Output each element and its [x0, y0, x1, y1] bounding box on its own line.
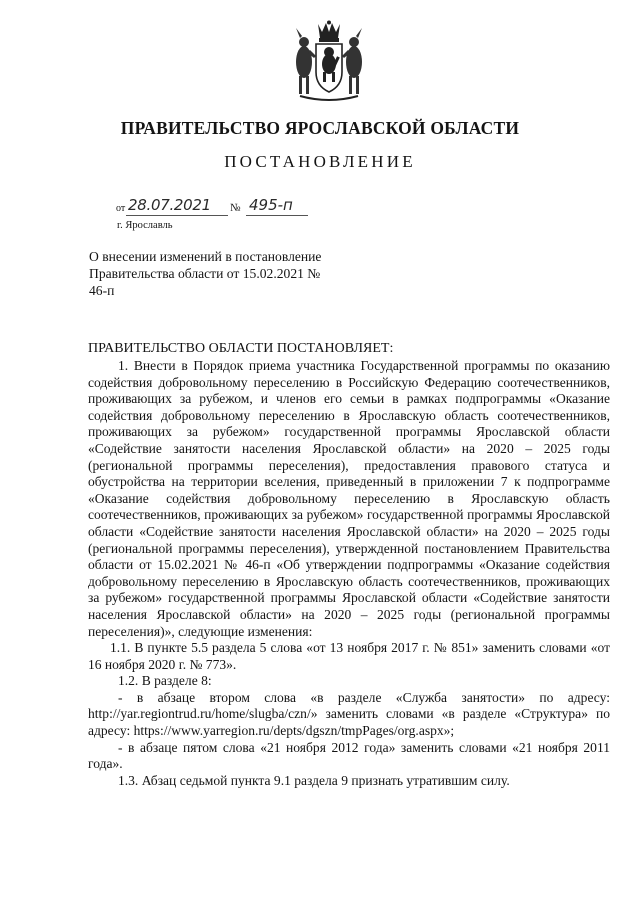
date-prefix: от [116, 203, 126, 214]
date-underline [126, 215, 228, 216]
handwritten-date: 28.07.2021 [128, 196, 211, 214]
government-title: ПРАВИТЕЛЬСТВО ЯРОСЛАВСКОЙ ОБЛАСТИ [120, 118, 520, 138]
document-type: ПОСТАНОВЛЕНИЕ [224, 152, 416, 171]
paragraph-1-2-b: - в абзаце пятом слова «21 ноября 2012 года» заменить словами «21 ноября 2011 года». [88, 739, 610, 772]
document-subject: О внесении изменений в постановление Правительства области от 15.02.2021 № 46-п [89, 249, 322, 298]
paragraph-1-2: 1.2. В разделе 8: [118, 673, 212, 689]
number-underline [246, 215, 308, 216]
document-body [88, 358, 610, 789]
city-label: г. Ярославль [117, 220, 173, 231]
paragraph-1-3: 1.3. Абзац седьмой пункта 9.1 раздела 9 признать утратившим силу. [118, 772, 510, 788]
paragraph-1-1: 1.1. В пункте 5.5 раздела 5 слова «от 13 ноября 2017 г. № 851» заменить словами «от 16 ноября 2020 г. № 773». [88, 640, 610, 672]
coat-of-arms-emblem [290, 20, 368, 104]
paragraph-1-2-a: - в абзаце втором слова «в разделе «Служба занятости» по адресу: http://yar.regiontrud.ru/home/slugba/czn/» заменить словами «в разделе «Структура» по адресу: https://www.yarregion.ru/depts/dgszn/tmpPages/org.aspx»; [88, 689, 610, 739]
paragraph-1: 1. Внести в Порядок приема участника Государственной программы по оказанию содействия добровольному переселению в Российскую Федерацию соотечественников, проживающих за рубежом, и членов его семьи в рамках подпрограммы «Оказание содействия добровольному переселению в Ярославскую область соотечественников, проживающих за рубежом» государственной программы Ярославской области «Содействие занятости населения Ярославской области» на 2020 – 2025 годы (региональной программы переселения), предоставления правового статуса и обустройства на территории вселения, приведенный в приложении 7 к подпрограмме «Оказание содействия добровольному переселению в Ярославскую область соотечественников, проживающих за рубежом» государственной программы Ярославской области «Содействие занятости населения Ярославской области» на 2020 – 2025 годы (региональной программы переселения), утвержденной постановлением Правительства области от 15.02.2021 № 46-п «Об утверждении подпрограммы «Оказание содействия добровольному переселению в Ярославскую область соотечественников, проживающих за рубежом» государственной программы Ярославской области «Содействие занятости населения Ярославской области» на 2020 – 2025 годы (региональной программы переселения)», следующие изменения: [88, 358, 610, 639]
handwritten-number: 495-п [249, 196, 293, 214]
number-sign: № [230, 202, 241, 214]
decree-heading: ПРАВИТЕЛЬСТВО ОБЛАСТИ ПОСТАНОВЛЯЕТ: [88, 341, 394, 356]
